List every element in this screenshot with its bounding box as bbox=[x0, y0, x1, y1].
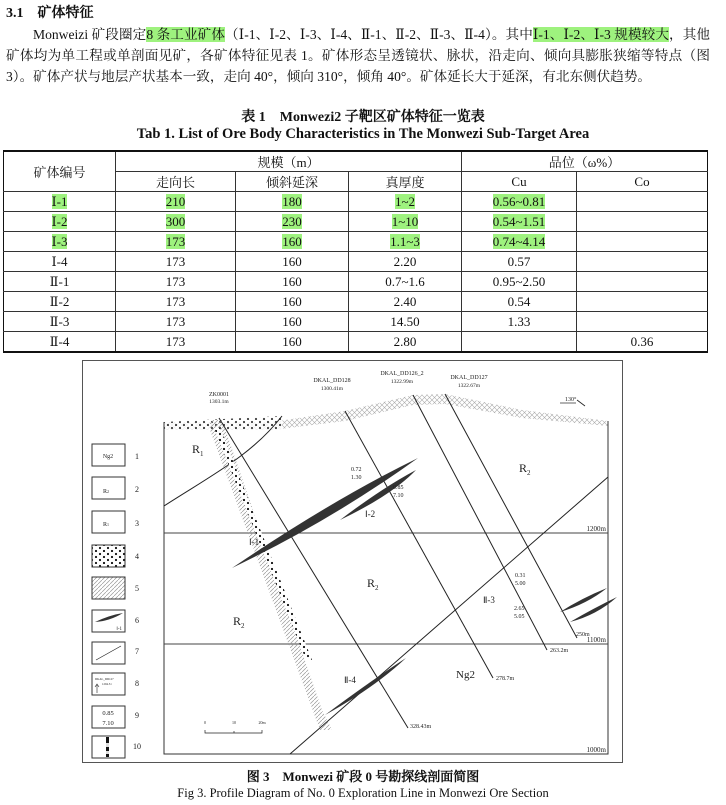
cell-strike: 210 bbox=[116, 192, 236, 212]
svg-text:Ⅰ-1: Ⅰ-1 bbox=[116, 627, 122, 632]
header-thick: 真厚度 bbox=[349, 172, 462, 192]
cell-co: 0.36 bbox=[577, 332, 708, 353]
header-cu: Cu bbox=[462, 172, 577, 192]
level-label: 1200m bbox=[586, 525, 606, 533]
cell-co bbox=[577, 192, 708, 212]
cell-id: Ⅱ-1 bbox=[4, 272, 116, 292]
svg-text:R2: $R_2$ bbox=[519, 461, 531, 477]
cell-strike: 173 bbox=[116, 232, 236, 252]
svg-text:1: 1 bbox=[135, 452, 139, 461]
svg-text:1.30: 1.30 bbox=[351, 475, 362, 481]
table-caption-en: Tab 1. List of Ore Body Characteristics in The Monwezi Sub-Target Area bbox=[136, 126, 590, 142]
cell-co bbox=[577, 312, 708, 332]
svg-text:10: 10 bbox=[133, 742, 141, 751]
orebody-label: Ⅰ-1 bbox=[249, 537, 260, 547]
table-row bbox=[4, 332, 708, 353]
cell-thick: 1~2 bbox=[349, 192, 462, 212]
svg-text:DKAL_DD127: DKAL_DD127 bbox=[95, 677, 114, 681]
cell-dip: 160 bbox=[236, 252, 349, 272]
body-paragraph bbox=[6, 24, 710, 87]
direction-label: 130° bbox=[565, 397, 577, 403]
svg-text:R2: $R_2$ bbox=[367, 576, 379, 592]
cell-cu: 0.54 bbox=[462, 292, 577, 312]
svg-text:0.31: 0.31 bbox=[515, 573, 526, 579]
svg-text:5.05: 5.05 bbox=[514, 614, 525, 620]
cell-dip: 160 bbox=[236, 292, 349, 312]
cell-id: Ⅰ-2 bbox=[4, 212, 116, 232]
section-number: 3.1 bbox=[6, 6, 24, 21]
svg-text:3: 3 bbox=[135, 519, 139, 528]
cell-co bbox=[577, 212, 708, 232]
hole-elev: 1300.41m bbox=[320, 386, 344, 392]
table-row bbox=[4, 312, 708, 332]
cell-co bbox=[577, 252, 708, 272]
cell-strike: 173 bbox=[116, 332, 236, 353]
hole-elev: 1303.1m bbox=[209, 399, 229, 405]
svg-text:0.72: 0.72 bbox=[351, 467, 362, 473]
table-row bbox=[4, 192, 708, 212]
svg-text:0.85: 0.85 bbox=[393, 485, 404, 491]
table-row bbox=[4, 272, 708, 292]
svg-text:R2: $R_2$ bbox=[233, 614, 245, 630]
cell-dip: 180 bbox=[236, 192, 349, 212]
svg-text:0: 0 bbox=[204, 720, 206, 725]
hole-elev: 1322.99m bbox=[390, 379, 414, 385]
cell-cu: 0.95~2.50 bbox=[462, 272, 577, 292]
cell-id: Ⅰ-3 bbox=[4, 232, 116, 252]
cell-id: Ⅱ-4 bbox=[4, 332, 116, 353]
level-label: 1100m bbox=[586, 636, 606, 644]
svg-text:2: 2 bbox=[135, 485, 139, 494]
highlight: Ⅰ-1、Ⅰ-2、Ⅰ-3 规模较大 bbox=[532, 27, 670, 42]
svg-text:0.85: 0.85 bbox=[102, 710, 114, 717]
cell-strike: 300 bbox=[116, 212, 236, 232]
cell-id: Ⅰ-4 bbox=[4, 252, 116, 272]
svg-text:7.10: 7.10 bbox=[102, 720, 114, 727]
cell-id: Ⅱ-2 bbox=[4, 292, 116, 312]
text: （Ⅰ-1、Ⅰ-2、Ⅰ-3、Ⅰ-4、Ⅱ-1、Ⅱ-2、Ⅱ-3、Ⅱ-4）。其中 bbox=[225, 27, 533, 42]
svg-text:R1: R1 bbox=[102, 522, 110, 528]
svg-text:8: 8 bbox=[135, 679, 139, 688]
figure-caption-cn: 图 3 Monwezi 矿段 0 号勘探线剖面简图 bbox=[246, 769, 480, 784]
cell-thick: 1.1~3 bbox=[349, 232, 462, 252]
svg-text:7.10: 7.10 bbox=[393, 493, 404, 499]
cell-thick: 0.7~1.6 bbox=[349, 272, 462, 292]
cell-thick: 2.80 bbox=[349, 332, 462, 353]
hole-label: DKAL_DD126_2 bbox=[380, 371, 424, 377]
cell-cu: 0.56~0.81 bbox=[462, 192, 577, 212]
hole-label: ZK0001 bbox=[209, 392, 229, 398]
cell-id: Ⅱ-3 bbox=[4, 312, 116, 332]
svg-text:7: 7 bbox=[135, 647, 139, 656]
cell-cu: 0.74~4.14 bbox=[462, 232, 577, 252]
hole-label: DKAL_DD127 bbox=[450, 375, 488, 381]
table-row bbox=[4, 232, 708, 252]
header-id: 矿体编号 bbox=[4, 151, 116, 192]
orebody-label: Ⅰ-2 bbox=[365, 509, 376, 519]
svg-text:9: 9 bbox=[135, 711, 139, 720]
svg-text:5.00: 5.00 bbox=[515, 581, 526, 587]
highlight: 8 条工业矿体 bbox=[146, 27, 226, 42]
text: Monweizi 矿段圈定 bbox=[33, 27, 147, 42]
cell-thick: 1~10 bbox=[349, 212, 462, 232]
header-scale: 规模（m） bbox=[116, 151, 462, 172]
cell-cu: 0.54~1.51 bbox=[462, 212, 577, 232]
cell-thick: 2.20 bbox=[349, 252, 462, 272]
table-row bbox=[4, 212, 708, 232]
hole-depth: 328.43m bbox=[410, 724, 432, 730]
hole-depth: 250m bbox=[576, 632, 590, 638]
hole-depth: 278.7m bbox=[496, 676, 515, 682]
hole-label: DKAL_DD128 bbox=[313, 378, 351, 384]
cell-co bbox=[577, 232, 708, 252]
cell-dip: 160 bbox=[236, 332, 349, 353]
cell-dip: 160 bbox=[236, 232, 349, 252]
level-label: 1000m bbox=[586, 746, 606, 754]
text: ，其他矿体均为单工程或单剖面见矿，各矿体特征见表 1。矿体形态呈透镜状、脉状，沿走向、倾向具膨胀狭缩等特点（图3）。矿体产状与地层产状基本一致，走向 40°，倾向 310°，倾角 40°。矿体延长大于延深，有北东侧伏趋势。 bbox=[6, 27, 710, 84]
cell-cu: 0.57 bbox=[462, 252, 577, 272]
svg-text:R2: R2 bbox=[102, 489, 110, 495]
cell-strike: 173 bbox=[116, 252, 236, 272]
table-caption-cn: 表 1 Monwezi2 子靶区矿体特征一览表 bbox=[241, 110, 485, 125]
cell-dip: 230 bbox=[236, 212, 349, 232]
unit-label: Ng2 bbox=[456, 669, 475, 681]
section-heading bbox=[6, 2, 94, 22]
svg-text:5: 5 bbox=[135, 584, 139, 593]
svg-text:R1: $R_1$ bbox=[192, 442, 204, 458]
figure-caption-en: Fig 3. Profile Diagram of No. 0 Exploration Line in Monwezi Ore Section bbox=[177, 786, 549, 800]
section-title: 矿体特征 bbox=[37, 6, 94, 21]
orebody-label: Ⅱ-3 bbox=[483, 595, 495, 605]
cell-co bbox=[577, 292, 708, 312]
cell-dip: 160 bbox=[236, 272, 349, 292]
cell-cu: 1.33 bbox=[462, 312, 577, 332]
table-row bbox=[4, 252, 708, 272]
cell-id: Ⅰ-1 bbox=[4, 192, 116, 212]
cell-thick: 14.50 bbox=[349, 312, 462, 332]
svg-text:1294.51: 1294.51 bbox=[102, 682, 112, 686]
header-co: Co bbox=[577, 172, 708, 192]
cell-strike: 173 bbox=[116, 312, 236, 332]
profile-diagram bbox=[82, 360, 623, 763]
header-grade: 品位（ω%） bbox=[462, 151, 708, 172]
orebody-label: Ⅱ-4 bbox=[344, 675, 356, 685]
svg-text:6: 6 bbox=[135, 616, 139, 625]
svg-text:4: 4 bbox=[135, 552, 139, 561]
ore-body-table bbox=[3, 150, 708, 353]
hole-elev: 1322.67m bbox=[457, 383, 481, 389]
cell-co bbox=[577, 272, 708, 292]
cell-cu bbox=[462, 332, 577, 353]
cell-strike: 173 bbox=[116, 292, 236, 312]
table-row bbox=[4, 292, 708, 312]
svg-text:20m: 20m bbox=[258, 720, 266, 725]
svg-text:Ng2: Ng2 bbox=[102, 454, 114, 460]
hole-depth: 263.2m bbox=[550, 648, 569, 654]
header-dip: 倾斜延深 bbox=[236, 172, 349, 192]
cell-strike: 173 bbox=[116, 272, 236, 292]
svg-text:10: 10 bbox=[232, 720, 236, 725]
cell-thick: 2.40 bbox=[349, 292, 462, 312]
header-strike: 走向长 bbox=[116, 172, 236, 192]
cell-dip: 160 bbox=[236, 312, 349, 332]
svg-text:2.65: 2.65 bbox=[514, 606, 525, 612]
